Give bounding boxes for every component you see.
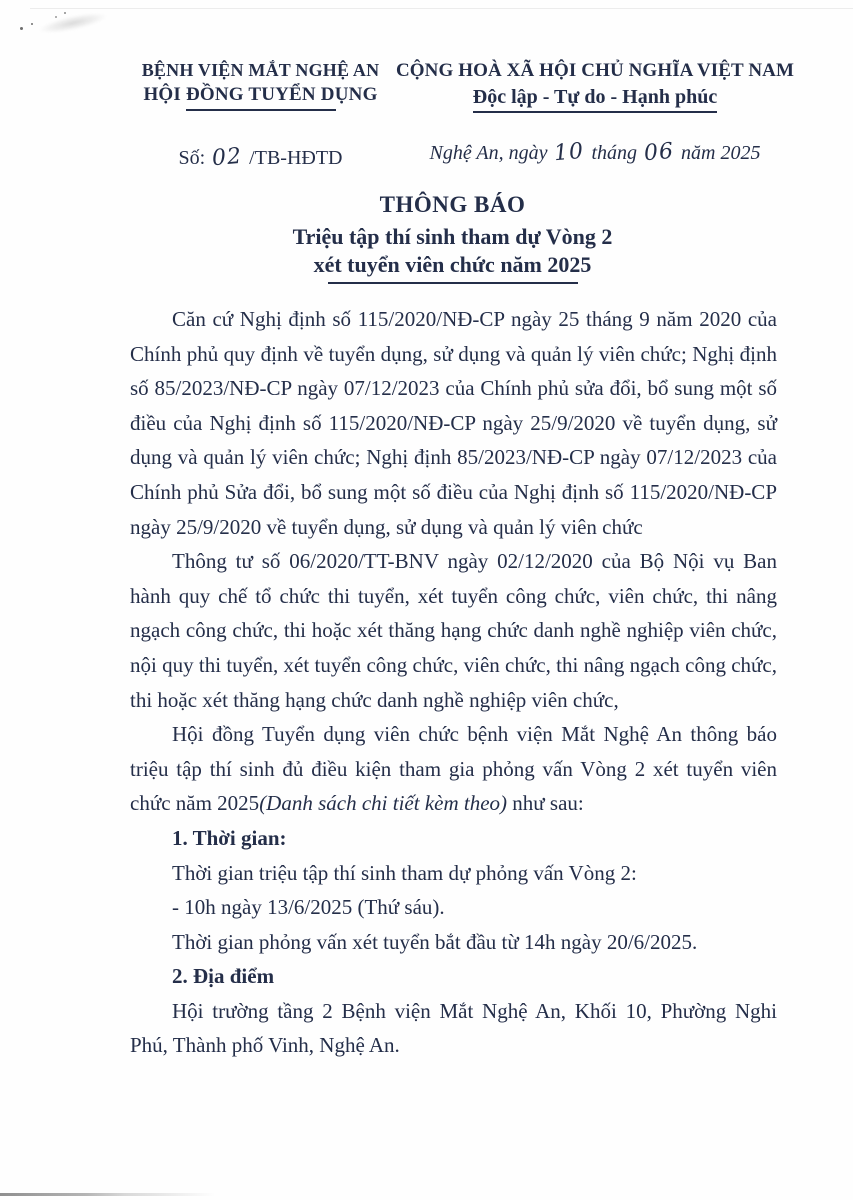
scan-edge-artifact-bottom [0, 1193, 215, 1196]
doc-number-handwritten: 02 [211, 143, 244, 172]
document-subtitle-line1: Triệu tập thí sinh tham dự Vòng 2 [292, 224, 613, 249]
national-motto-line1: CỘNG HOÀ XÃ HỘI CHỦ NGHĨA VIỆT NAM [395, 60, 795, 81]
paragraph-legal-basis-1: Căn cứ Nghị định số 115/2020/NĐ-CP ngày 25 tháng 9 năm 2020 của Chính phủ quy định về tuyển dụng, sử dụng và quản lý viên chức; Nghị định số 85/2023/NĐ-CP ngày 07/12/2023 của Chính phủ sửa đổi, bổ sung một số điều của Nghị định số 115/2020/NĐ-CP ngày 25/9/2020 về tuyển dụng, sử dụng và quản lý viên chức; Nghị định 85/2023/NĐ-CP ngày 07/12/2023 của Chính phủ Sửa đổi, bổ sung một số điều của Nghị định số 115/2020/NĐ-CP ngày 25/9/2020 về tuyển dụng, sử dụng và quản lý viên chức [130, 307, 777, 539]
doc-number-suffix: /TB-HĐTD [249, 147, 343, 169]
section-2-heading: 2. Địa điểm [172, 964, 275, 989]
announcement-text-end: như sau: [507, 791, 584, 816]
date-prefix: Nghệ An, ngày [429, 142, 548, 164]
date-day-handwritten: 10 [553, 138, 586, 167]
smudge-dot [55, 16, 57, 18]
document-number [118, 145, 403, 170]
smudge-dot [64, 12, 66, 14]
scan-edge-artifact [30, 8, 853, 9]
document-title: THÔNG BÁO [379, 192, 526, 217]
national-header-block [395, 60, 795, 165]
date-month-handwritten: 06 [642, 138, 676, 167]
section-1-line-3: Thời gian phỏng vấn xét tuyển bắt đầu từ 14h ngày 20/6/2025. [172, 929, 698, 954]
paragraph-announcement [130, 717, 777, 821]
national-motto-line2: Độc lập - Tự do - Hạnh phúc [473, 86, 717, 113]
smudge-dot [31, 23, 33, 25]
announcement-text-start: Hội đồng Tuyển dụng viên chức bệnh viện Mắt Nghệ An thông báo triệu tập thí sinh đủ điều kiện tham gia phỏng vấn Vòng 2 xét tuyển viên chức năm 2025 [130, 722, 777, 816]
doc-number-prefix: Số: [178, 147, 206, 169]
section-1-line-1: Thời gian triệu tập thí sinh tham dự phỏng vấn Vòng 2: [172, 860, 637, 885]
title-underline [328, 282, 578, 284]
committee-underline [186, 109, 336, 111]
date-line [395, 140, 795, 165]
paragraph-legal-basis-2: Thông tư số 06/2020/TT-BNV ngày 02/12/2020 của Bộ Nội vụ Ban hành quy chế tổ chức thi tuyển, xét tuyển công chức, viên chức, thi nâng ngạch công chức, thi hoặc xét thăng hạng chức danh nghề nghiệp viên chức, nội quy thi tuyển, xét tuyển công chức, viên chức, thi nâng ngạch công chức, thi hoặc xét thăng hạng chức danh nghề nghiệp viên chức, [130, 549, 777, 712]
document-subtitle-line2: xét tuyển viên chức năm 2025 [313, 252, 592, 277]
smudge-dot [20, 27, 23, 30]
date-mid: tháng [591, 142, 638, 164]
committee-name: HỘI ĐỒNG TUYỂN DỤNG [143, 84, 378, 105]
document-title-block [130, 192, 775, 284]
section-1-heading: 1. Thời gian: [172, 825, 287, 850]
announcement-attachment-note: (Danh sách chi tiết kèm theo) [259, 791, 508, 816]
org-name: BỆNH VIỆN MẮT NGHỆ AN [141, 60, 380, 80]
pencil-smudge [37, 9, 108, 37]
section-2-line-1: Hội trường tầng 2 Bệnh viện Mắt Nghệ An, Khối 10, Phường Nghi Phú, Thành phố Vinh, Nghệ An. [130, 998, 777, 1058]
issuing-org-block [118, 60, 403, 170]
date-suffix: năm 2025 [681, 142, 761, 164]
document-body [130, 302, 777, 1063]
section-1-line-2: - 10h ngày 13/6/2025 (Thứ sáu). [172, 895, 445, 920]
